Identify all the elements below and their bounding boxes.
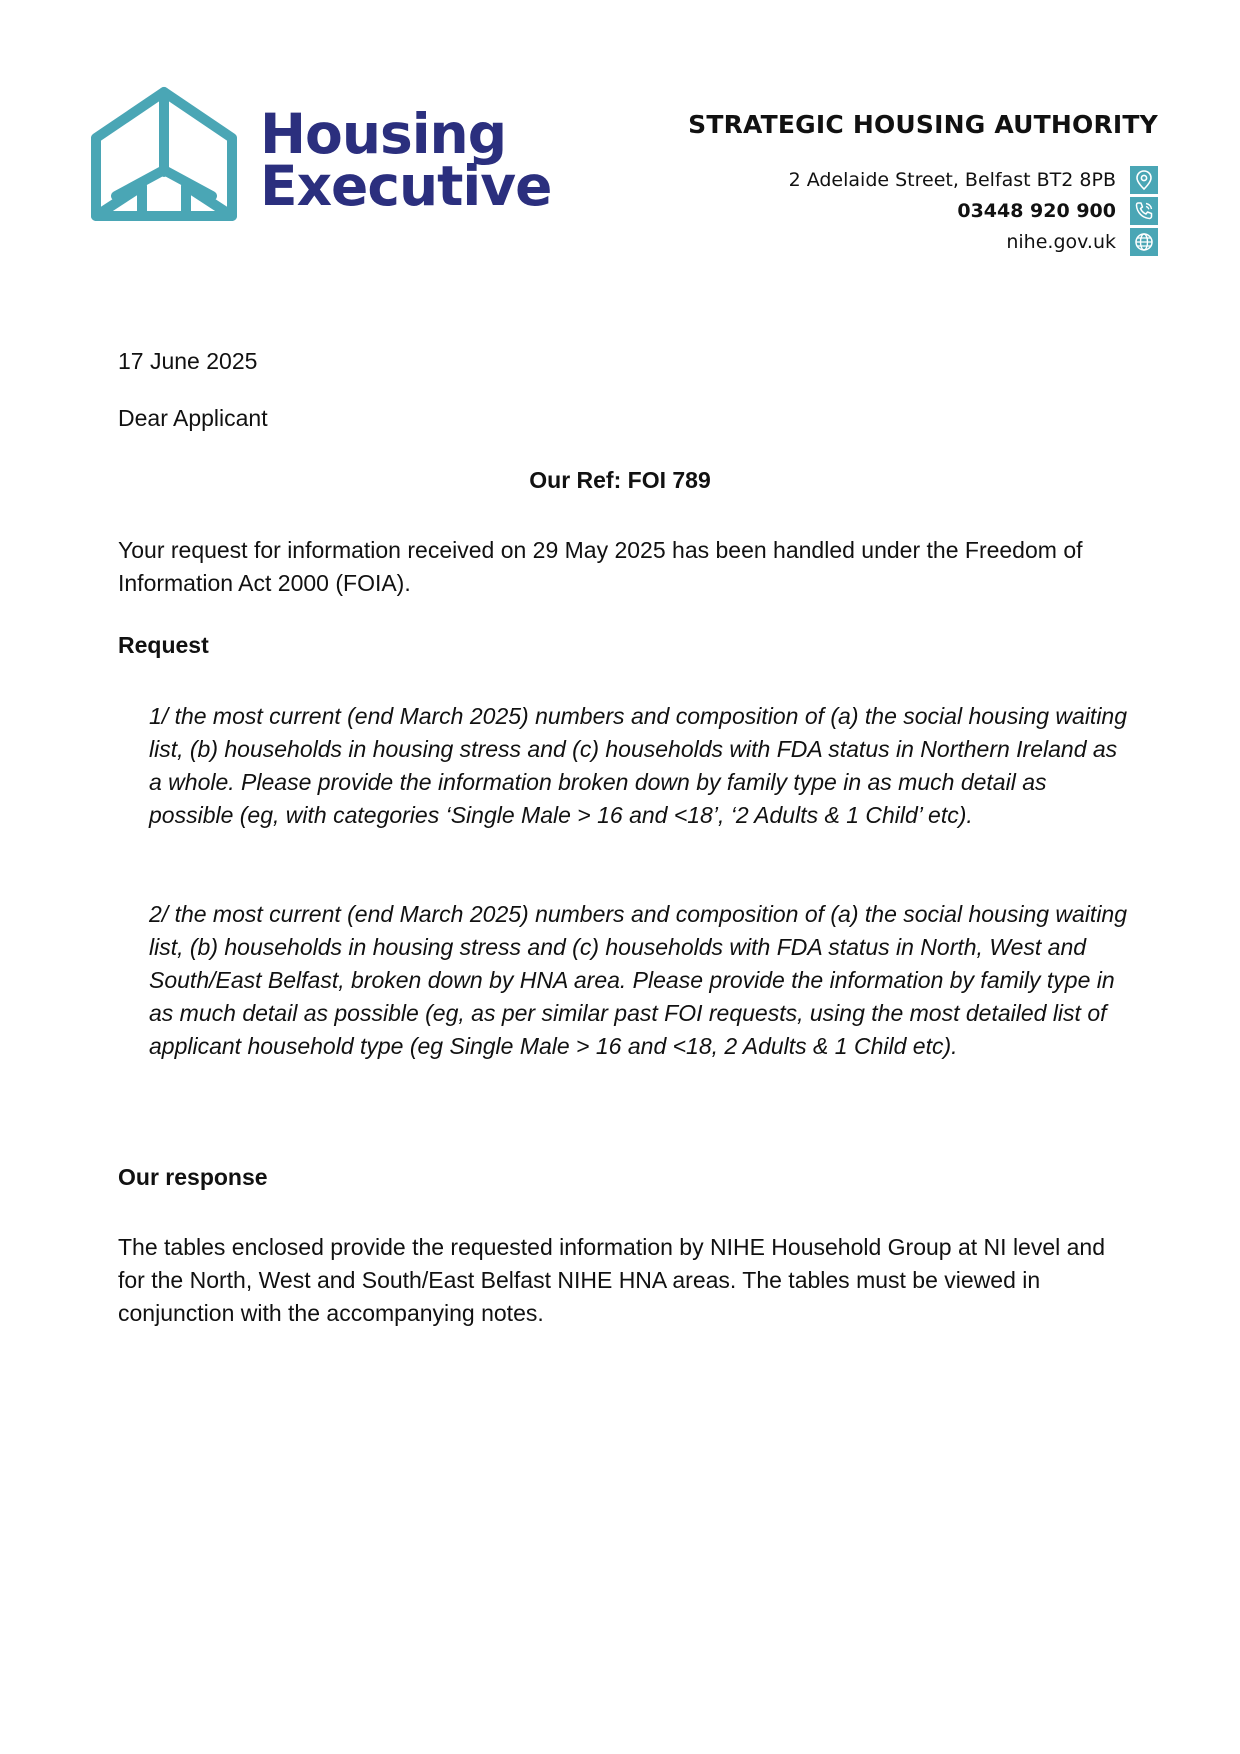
response-paragraph: The tables enclosed provide the requested information by NIHE Household Group at NI level and for the North, West and South/East Belfast NIHE HNA areas. The tables must be viewed in conjunction with the accompanying notes. [118, 1234, 1106, 1326]
response-heading: Our response [118, 1164, 268, 1190]
contact-address-row [789, 164, 1158, 195]
contact-phone[interactable]: 03448 920 900 [957, 199, 1116, 222]
authority-title: STRATEGIC HOUSING AUTHORITY [688, 110, 1158, 139]
location-pin-icon [1130, 166, 1158, 194]
intro-paragraph: Your request for information received on 29 May 2025 has been handled under the Freedom of Information Act 2000 (FOIA). [118, 537, 1083, 596]
request-heading: Request [118, 632, 209, 658]
reference-number: Our Ref: FOI 789 [529, 467, 711, 493]
contact-block [789, 164, 1158, 257]
logo-line-2: Executive [260, 154, 552, 218]
house-logo-icon [86, 86, 242, 224]
logo-line-1: Housing [260, 102, 507, 166]
contact-phone-row [789, 195, 1158, 226]
logo-wordmark [260, 102, 552, 218]
letter-date: 17 June 2025 [118, 348, 258, 374]
phone-icon [1130, 197, 1158, 225]
globe-icon [1130, 228, 1158, 256]
contact-website[interactable]: nihe.gov.uk [1006, 230, 1116, 253]
contact-website-row [789, 226, 1158, 257]
housing-executive-logo [86, 86, 552, 226]
contact-address: 2 Adelaide Street, Belfast BT2 8PB [788, 168, 1116, 191]
request-item-1: 1/ the most current (end March 2025) numbers and composition of (a) the social housing waiting list, (b) households in housing stress and (c) households with FDA status in Northern Ireland as a whole. Please provide the information broken down by family type in as much detail as possible (eg, with categories ‘Single Male > 16 and <18’, ‘2 Adults & 1 Child’ etc). [149, 703, 1128, 828]
request-item-2: 2/ the most current (end March 2025) numbers and composition of (a) the social housing waiting list, (b) households in housing stress and (c) households with FDA status in North, West and South/East Belfast, broken down by HNA area. Please provide the information by family type in as much detail as possible (eg, as per similar past FOI requests, using the most detailed list of applicant household type (eg Single Male > 16 and <18, 2 Adults & 1 Child etc). [149, 901, 1128, 1059]
salutation: Dear Applicant [118, 405, 268, 431]
